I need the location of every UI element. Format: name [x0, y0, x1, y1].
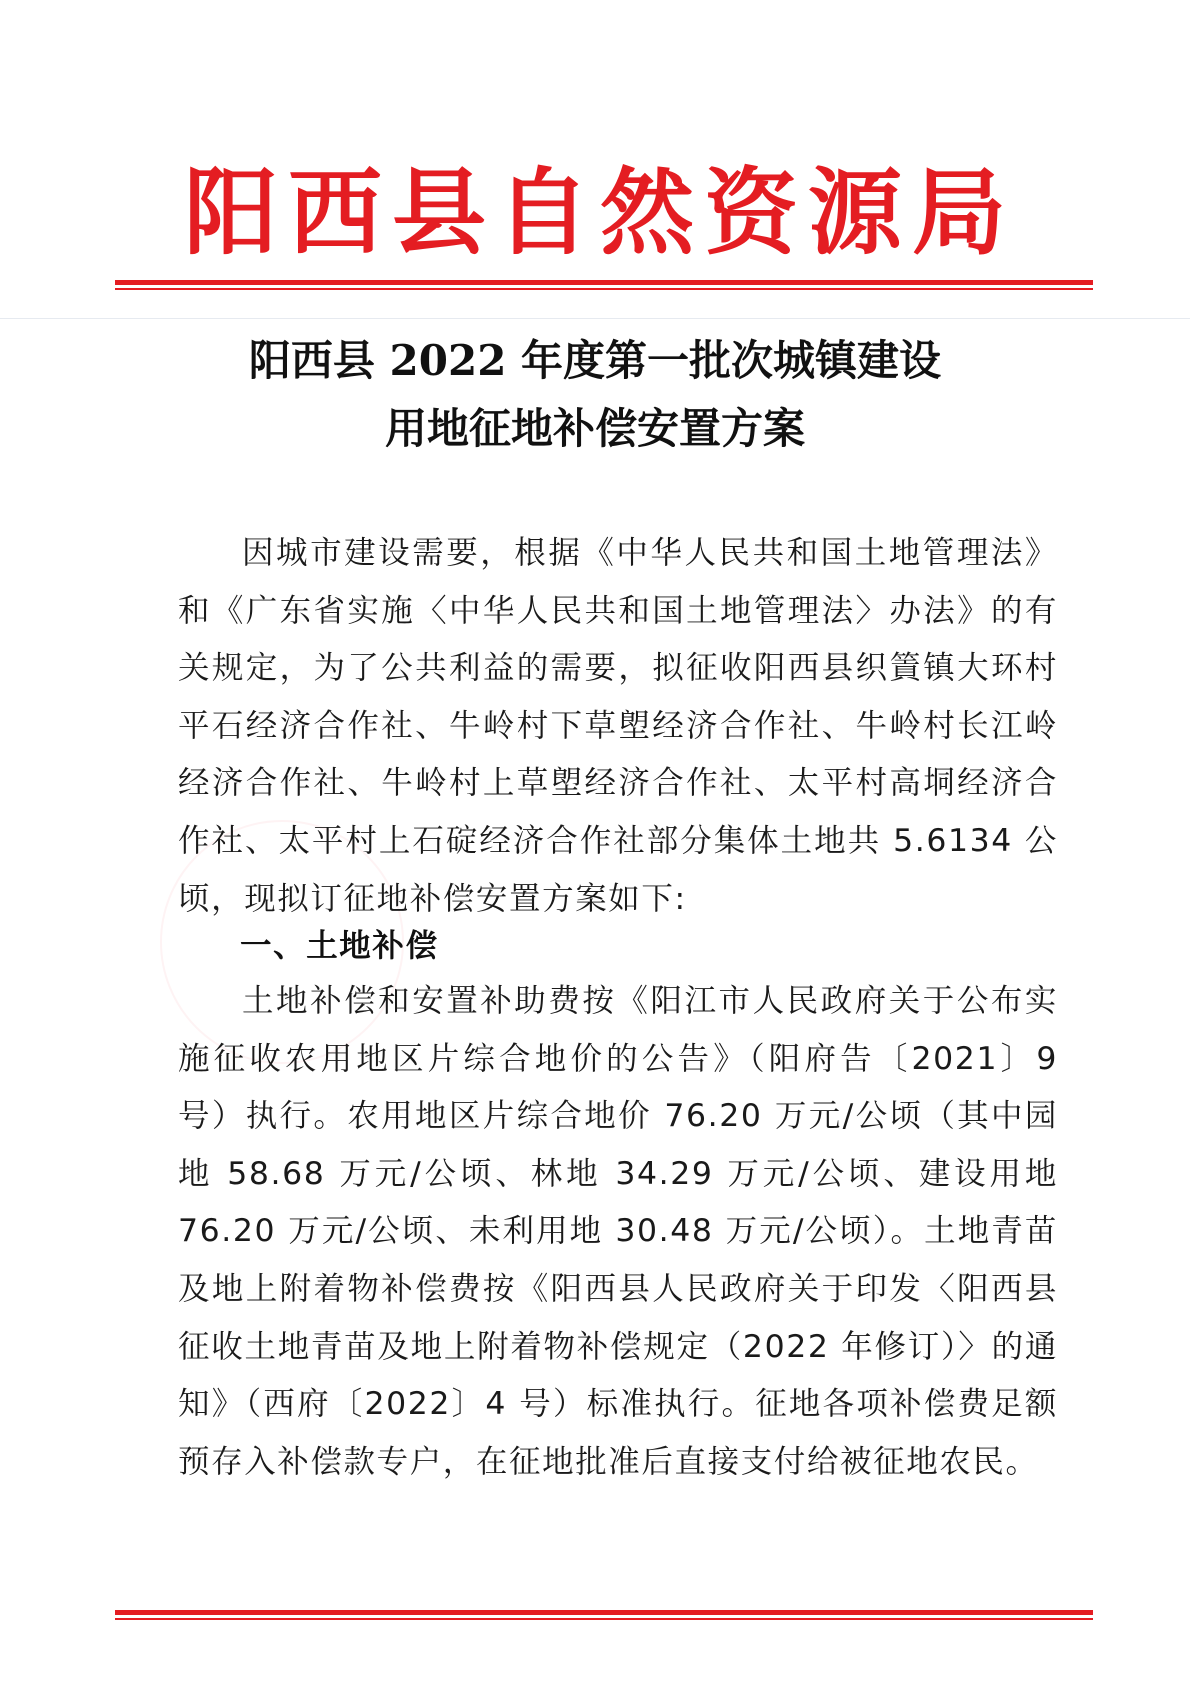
section-1-heading: 一、土地补偿 [240, 928, 439, 964]
document-title-line-2: 用地征地补偿安置方案 [384, 404, 805, 453]
footer-red-rule [115, 1610, 1093, 1620]
intro-paragraph: 因城市建设需要，根据《中华人民共和国土地管理法》和《广东省实施〈中华人民共和国土地管理法〉办法》的有关规定，为了公共利益的需要，拟征收阳西县织篢镇大环村平石经济合作社、牛岭村下草塱经济合作社、牛岭村长江岭经济合作社、牛岭村上草塱经济合作社、太平村高垌经济合作社、太平村上石碇经济合作社部分集体土地共 5.6134 公顷，现拟订征地补偿安置方案如下: [178, 535, 1058, 917]
section-1-paragraph: 土地补偿和安置补助费按《阳江市人民政府关于公布实施征收农用地区片综合地价的公告》（阳府告〔2021〕9 号）执行。农用地区片综合地价 76.20 万元/公顷（其中园地 58.68 万元/公顷、林地 34.29 万元/公顷、建设用地 76.20 万元/公顷、未利用地 30.48 万元/公顷）。土地青苗及地上附着物补偿费按《阳西县人民政府关于印发〈阳西县征收土地青苗及地上附着物补偿规定（2022 年修订）〉的通知》（西府〔2022〕4 号）标准执行。征地各项补偿费足额预存入补偿款专户，在征地批准后直接支付给被征地农民。 [178, 983, 1058, 1480]
masthead-red-rule [115, 280, 1093, 290]
footer-rule-thin [115, 1618, 1093, 1620]
red-rule-thin [115, 288, 1093, 290]
document-title-line-1: 阳西县 2022 年度第一批次城镇建设 [248, 336, 942, 385]
issuer-masthead: 阳西县自然资源局 [183, 158, 1016, 268]
scan-fold-line [0, 318, 1190, 319]
